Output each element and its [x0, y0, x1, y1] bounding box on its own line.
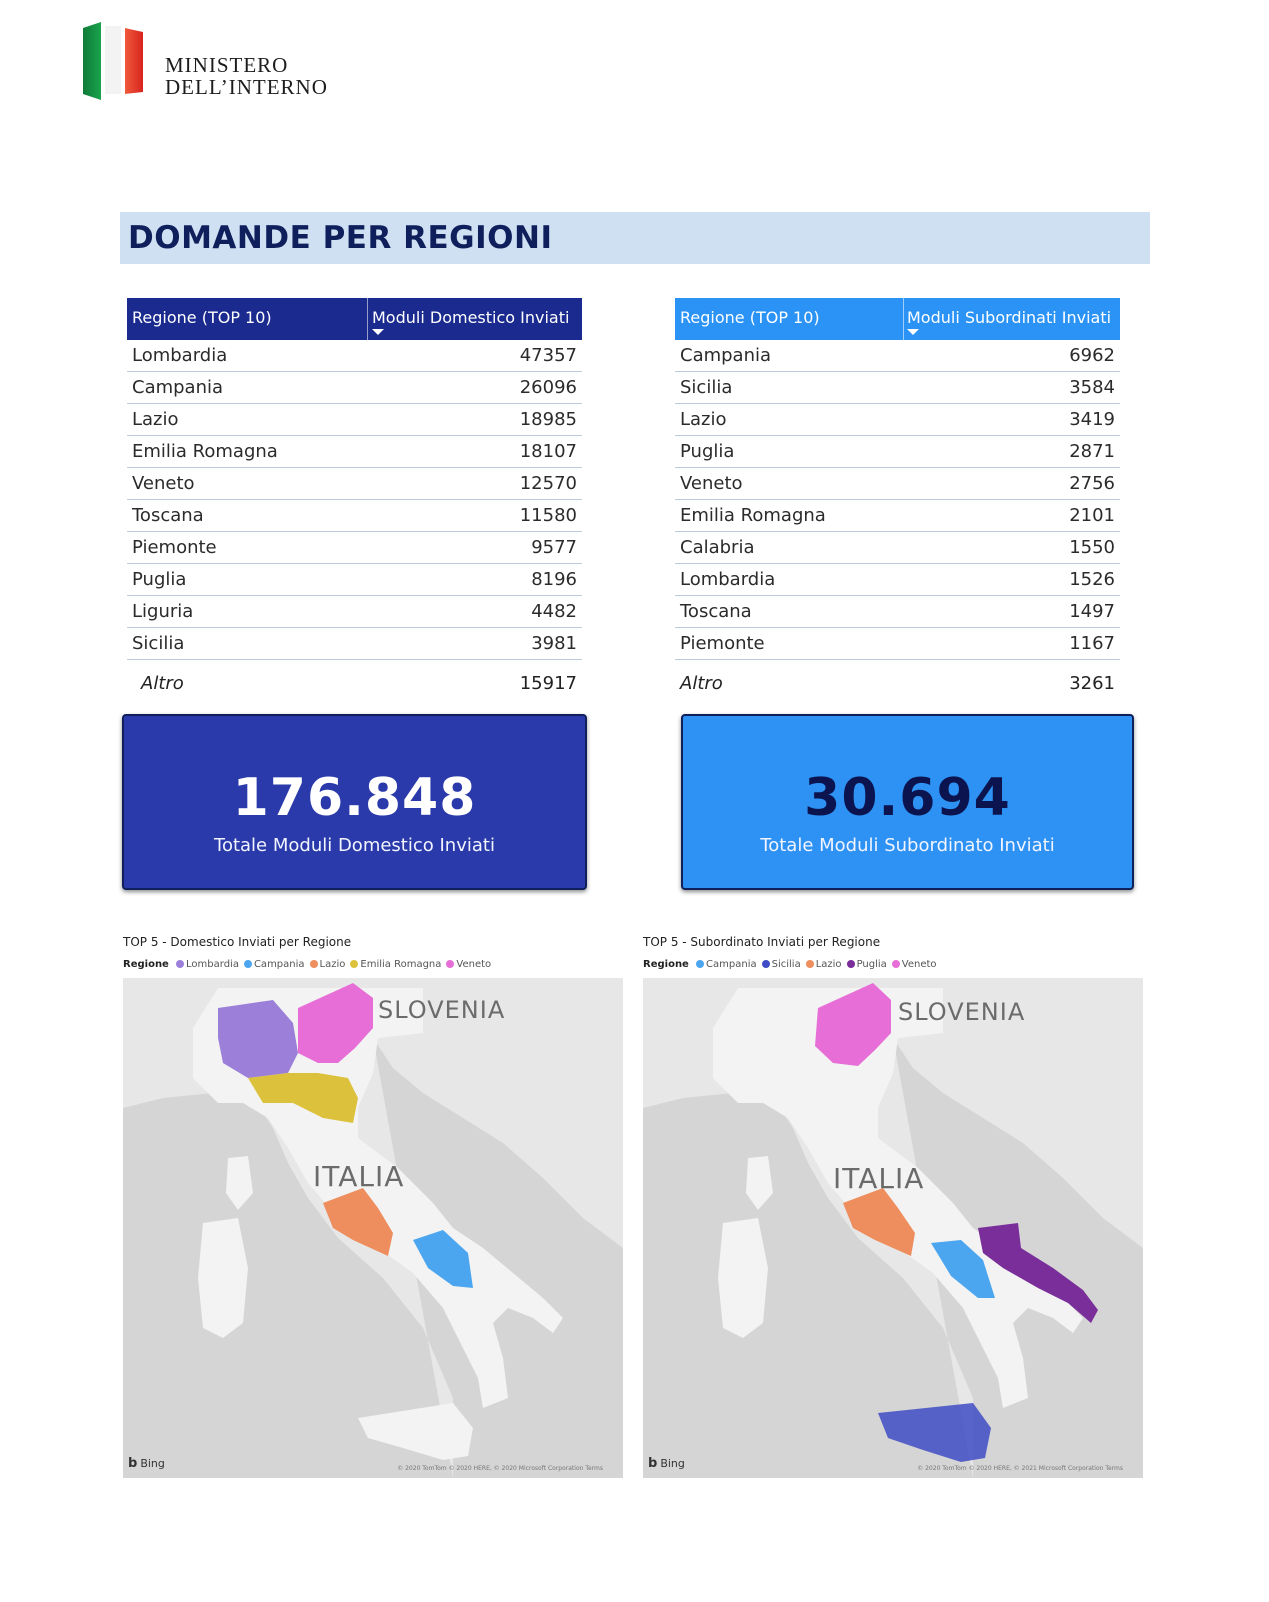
table-row[interactable] [127, 500, 582, 532]
table-row[interactable] [675, 340, 1120, 372]
column-divider [367, 298, 368, 340]
legend-text: Puglia [856, 959, 887, 970]
italian-flag-icon [83, 22, 145, 100]
legend-item[interactable] [350, 959, 441, 970]
legend-dot-icon [350, 960, 358, 968]
legend-item[interactable] [847, 959, 887, 970]
legend-dot-icon [176, 960, 184, 968]
region-value: 3981 [531, 633, 577, 654]
domestico-table [127, 298, 582, 702]
region-value: 2871 [1069, 441, 1115, 462]
map-title-subordinato: TOP 5 - Subordinato Inviati per Regione [643, 935, 881, 949]
column-divider [903, 298, 904, 340]
map-copyright[interactable]: © 2020 TomTom © 2020 HERE, © 2021 Microsoft Corporation Terms [917, 1465, 1123, 1472]
bing-icon: b [648, 1456, 658, 1471]
subordinati-table [675, 298, 1120, 702]
map-label-italia: ITALIA [313, 1160, 405, 1193]
legend-label: Regione [123, 959, 169, 970]
region-name: Sicilia [680, 377, 733, 398]
legend-item[interactable] [244, 959, 305, 970]
legend-text: Emilia Romagna [360, 959, 442, 970]
kpi-value: 176.848 [232, 768, 477, 828]
column-header-regione[interactable]: Regione (TOP 10) [680, 308, 820, 327]
region-name: Calabria [680, 537, 755, 558]
column-header-moduli[interactable]: Moduli Domestico Inviati [372, 308, 570, 327]
table-row[interactable] [127, 468, 582, 500]
region-value: 4482 [531, 601, 577, 622]
sort-desc-icon[interactable] [372, 329, 384, 335]
region-value: 26096 [519, 377, 577, 398]
region-value: 2101 [1069, 505, 1115, 526]
ministry-logo [83, 22, 403, 102]
table-row[interactable] [127, 532, 582, 564]
map-legend-subordinato [643, 959, 942, 970]
kpi-value: 30.694 [804, 768, 1011, 828]
legend-text: Lazio [319, 959, 346, 970]
legend-text: Veneto [456, 959, 492, 970]
region-value: 6962 [1069, 345, 1115, 366]
region-name: Sicilia [132, 633, 185, 654]
logo-text [165, 54, 328, 98]
region-value: 18107 [519, 441, 577, 462]
kpi-caption: Totale Moduli Subordinato Inviati [760, 835, 1055, 856]
region-value: 3419 [1069, 409, 1115, 430]
legend-text: Veneto [901, 959, 937, 970]
region-name: Toscana [132, 505, 204, 526]
region-name: Liguria [132, 601, 194, 622]
table-row[interactable] [127, 596, 582, 628]
legend-dot-icon [310, 960, 318, 968]
region-value: 9577 [531, 537, 577, 558]
region-value: 3584 [1069, 377, 1115, 398]
table-row[interactable] [127, 340, 582, 372]
section-title: DOMANDE PER REGIONI [128, 220, 553, 256]
logo-line-1: MINISTERO [165, 53, 289, 77]
region-name: Campania [132, 377, 224, 398]
legend-dot-icon [806, 960, 814, 968]
map-title-domestico: TOP 5 - Domestico Inviati per Regione [123, 935, 352, 949]
kpi-card-subordinato [681, 714, 1134, 890]
region-name: Lazio [680, 409, 727, 430]
table-header [127, 298, 582, 340]
legend-text: Campania [706, 959, 757, 970]
table-row[interactable] [675, 532, 1120, 564]
region-value: 1550 [1069, 537, 1115, 558]
region-name: Emilia Romagna [680, 505, 826, 526]
table-row[interactable] [675, 596, 1120, 628]
map-subordinato[interactable] [643, 978, 1143, 1478]
region-value: 1497 [1069, 601, 1115, 622]
legend-dot-icon [847, 960, 855, 968]
map-canvas[interactable] [643, 978, 1143, 1478]
region-name: Veneto [680, 473, 743, 494]
map-canvas[interactable] [123, 978, 623, 1478]
table-body [127, 340, 582, 660]
legend-dot-icon [762, 960, 770, 968]
kpi-caption: Totale Moduli Domestico Inviati [214, 835, 495, 856]
bing-logo [128, 1456, 165, 1471]
table-row[interactable] [675, 372, 1120, 404]
legend-text: Campania [253, 959, 305, 970]
legend-text: Lazio [815, 959, 842, 970]
bing-logo [648, 1456, 685, 1471]
region-value: 18985 [519, 409, 577, 430]
table-row[interactable] [127, 372, 582, 404]
altro-label: Altro [141, 673, 184, 694]
region-name: Puglia [680, 441, 735, 462]
region-name: Emilia Romagna [132, 441, 278, 462]
table-row[interactable] [127, 564, 582, 596]
legend-item[interactable] [176, 959, 239, 970]
legend-item[interactable] [446, 959, 491, 970]
legend-item[interactable] [310, 959, 346, 970]
table-row[interactable] [675, 628, 1120, 660]
table-row[interactable] [127, 628, 582, 660]
table-header [675, 298, 1120, 340]
table-row[interactable] [127, 404, 582, 436]
region-value: 11580 [519, 505, 577, 526]
table-row[interactable] [675, 500, 1120, 532]
table-row[interactable] [675, 404, 1120, 436]
region-name: Piemonte [132, 537, 217, 558]
altro-row [675, 660, 1120, 702]
legend-label: Regione [643, 959, 689, 970]
bing-text: Bing [660, 1457, 685, 1470]
region-name: Lazio [132, 409, 179, 430]
bing-icon: b [128, 1456, 138, 1471]
map-label-slovenia: SLOVENIA [898, 998, 1026, 1026]
altro-value: 3261 [1069, 673, 1115, 694]
region-name: Toscana [680, 601, 752, 622]
map-copyright[interactable]: © 2020 TomTom © 2020 HERE, © 2020 Microsoft Corporation Terms [397, 1465, 603, 1472]
region-name: Lombardia [132, 345, 228, 366]
region-name: Lombardia [680, 569, 776, 590]
altro-label: Altro [680, 673, 723, 694]
legend-item[interactable] [696, 959, 757, 970]
map-domestico[interactable] [123, 978, 623, 1478]
altro-row [127, 660, 582, 702]
region-name: Piemonte [680, 633, 765, 654]
region-name: Campania [680, 345, 772, 366]
table-row[interactable] [675, 564, 1120, 596]
legend-item[interactable] [892, 959, 937, 970]
region-value: 12570 [519, 473, 577, 494]
table-row[interactable] [675, 468, 1120, 500]
column-header-regione[interactable]: Regione (TOP 10) [132, 308, 272, 327]
legend-text: Sicilia [771, 959, 801, 970]
legend-dot-icon [446, 960, 454, 968]
legend-dot-icon [696, 960, 704, 968]
map-label-italia: ITALIA [833, 1162, 925, 1195]
section-banner [120, 212, 1150, 264]
column-header-moduli[interactable]: Moduli Subordinati Inviati [907, 308, 1112, 327]
region-name: Veneto [132, 473, 195, 494]
table-row[interactable] [675, 436, 1120, 468]
legend-dot-icon [892, 960, 900, 968]
table-row[interactable] [127, 436, 582, 468]
legend-item[interactable] [762, 959, 801, 970]
legend-item[interactable] [806, 959, 842, 970]
region-value: 8196 [531, 569, 577, 590]
table-body [675, 340, 1120, 660]
region-name: Puglia [132, 569, 187, 590]
bing-text: Bing [140, 1457, 165, 1470]
map-legend-domestico [123, 959, 496, 970]
region-value: 1526 [1069, 569, 1115, 590]
region-value: 47357 [519, 345, 577, 366]
kpi-card-domestico [122, 714, 587, 890]
sort-desc-icon[interactable] [907, 329, 919, 335]
altro-value: 15917 [519, 673, 577, 694]
legend-text: Lombardia [186, 959, 239, 970]
logo-line-2: DELL’INTERNO [165, 75, 328, 99]
map-label-slovenia: SLOVENIA [378, 996, 506, 1024]
legend-dot-icon [244, 960, 252, 968]
region-value: 2756 [1069, 473, 1115, 494]
region-value: 1167 [1069, 633, 1115, 654]
